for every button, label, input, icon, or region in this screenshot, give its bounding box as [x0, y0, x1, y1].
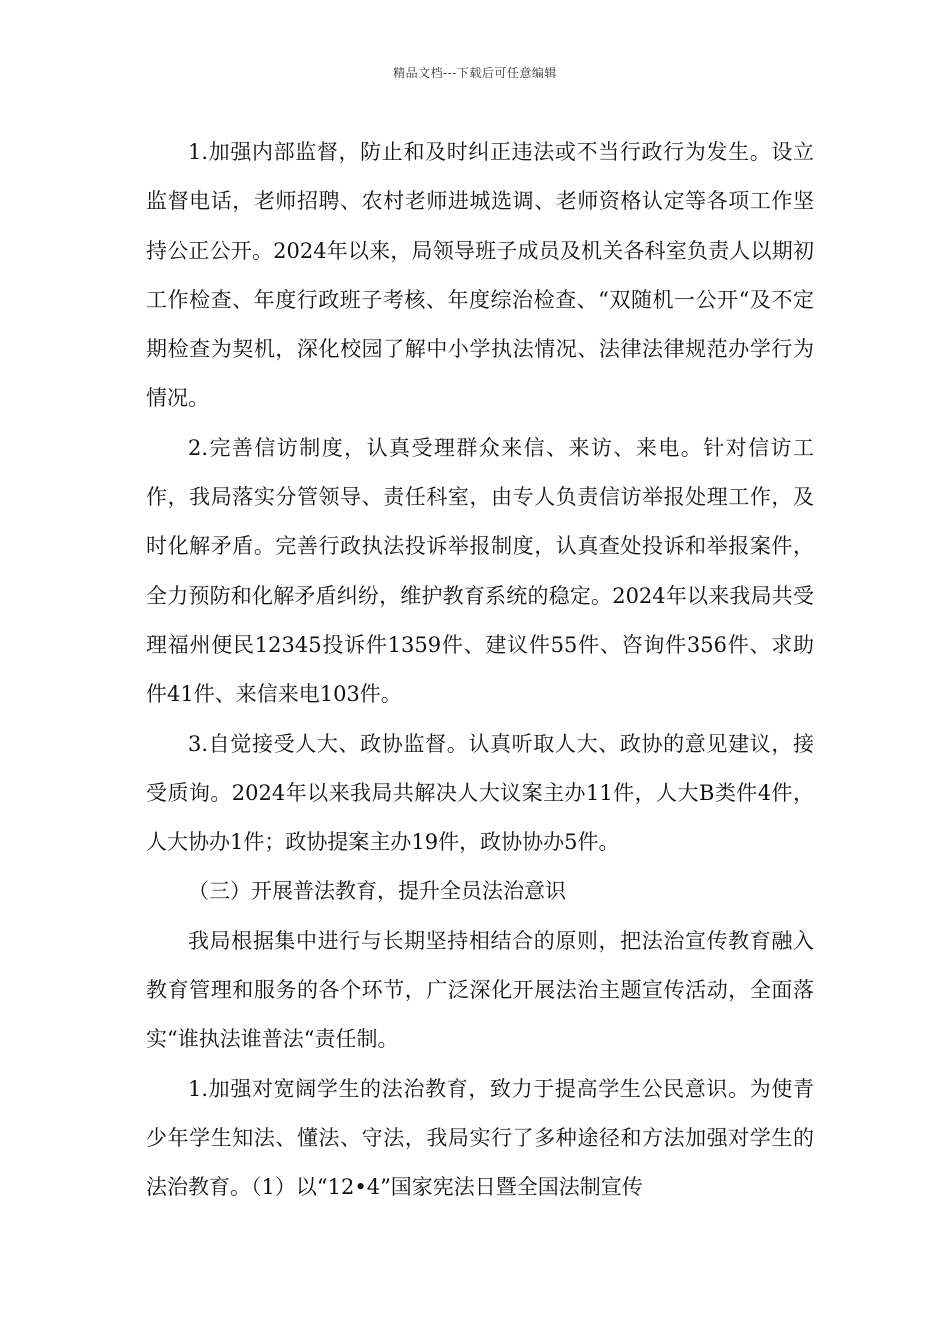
section-heading-legal-education: （三）开展普法教育，提升全员法治意识 — [188, 879, 566, 904]
paragraph-internal-supervision: 1.加强内部监督，防止和及时纠正违法或不当行政行为发生。设立监督电话，老师招聘、农村老师进城选调、老师资格认定等各项工作坚持公正公开。2024年以来，局领导班子成员及机关各科室负责人以期初工作检查、年度行政班子考核、年度综治检查、“双随机一公开“及不定期检查为契机，深化校园了解中小学执法情况、法律法律规范办学行为情况。 — [146, 140, 814, 411]
paragraph-legal-publicity: 我局根据集中进行与长期坚持相结合的原则，把法治宣传教育融入教育管理和服务的各个环节，广泛深化开展法治主题宣传活动，全面落实“谁执法谁普法“责任制。 — [146, 928, 814, 1052]
document-body — [146, 128, 814, 1213]
paragraph-petition-system: 2.完善信访制度，认真受理群众来信、来访、来电。针对信访工作，我局落实分管领导、责任科室，由专人负责信访举报处理工作，及时化解矛盾。完善行政执法投诉举报制度，认真查处投诉和举报案件，全力预防和化解矛盾纠纷，维护教育系统的稳定。2024年以来我局共受理福州便民12345投诉件1359件、建议件55件、咨询件356件、求助件41件、来信来电103件。 — [146, 435, 814, 707]
paragraph-student-legal-education: 1.加强对宽阔学生的法治教育，致力于提高学生公民意识。为使青少年学生知法、懂法、守法，我局实行了多种途径和方法加强对学生的法治教育。（1）以“12•4”国家宪法日暨全国法制宣传 — [146, 1076, 814, 1200]
paragraph-npc-cppcc-supervision: 3.自觉接受人大、政协监督。认真听取人大、政协的意见建议，接受质询。2024年以来我局共解决人大议案主办11件，人大B类件4件，人大协办1件；政协提案主办19件，政协协办5件。 — [146, 731, 814, 855]
page-header: 精品文档---下载后可任意编辑 — [393, 66, 557, 80]
